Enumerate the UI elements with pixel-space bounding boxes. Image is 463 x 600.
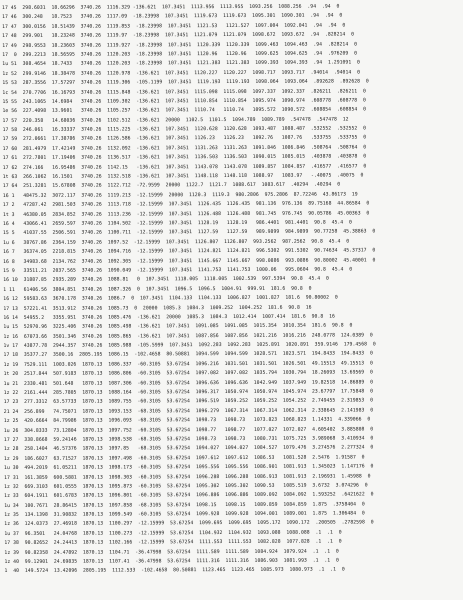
table-row: 17 47 300.0156 18.51439 3740.26 1119.853 -18.23998 107.3451 1121.53 1121.527 1097.004 1092.041 .94 .94 0 [2,23,346,30]
table-row: 17 60 281.4979 17.42149 3740.26 1132.092 -136.621 107.3451 1131.263 1131.263 1091.846 1086.846 .508764 .508764 0 [2,145,367,152]
table-row: 1z 29 186.6027 63.71527 1870.13 1097.498 -60.3105 53.67254 1097.612 1097.612 1086.53 1081.528 2.5476 1.91587 0 [3,455,365,462]
table-row: 17 64 251.3281 15.67808 3740.26 1122.712 -72.9599 20000 1122.7 1121.7 1088.617 1083.617 .40294 .40294 0 [2,182,341,190]
table-row: 1e 56 227.4098 13.9601 3740.26 1105.257 -136.621 107.3451 1110.74 1110.74 1095.572 1090.572 .608854 .608854 0 [2,107,366,115]
table-row: 16 1 48475.32 3072.117 3740.26 1119.213 -12.15999 20000 1120.3 1119.3 980.2806 975.2806 87.72246 43.86173 19 [2,192,358,199]
table-row: 1u 37 96.3501 24.04768 1870.13 1100.273 -12.15999 53.67254 1104.932 1104.932 1093.088 1088.088 .1 .1 0 [4,530,342,537]
table-row: 17 2 47287.42 2981.503 3740.26 1113.718 -12.15999 107.3451 1126.435 1126.435 981.136 976.136 89.75168 44.86584 0 [2,201,370,209]
table-row: 1z 39 90.82358 24.47892 1870.13 1104.71 -36.47998 53.67254 1111.589 1111.589 1084.924 1079.924 .1 .1 0 [4,549,339,556]
table-row: 1z 35 134.1398 31.90832 1870.13 1099.549 -60.3105 53.67254 1099.928 1099.928 1094.001 1089.001 1.875 1.306484 0 [4,511,365,519]
table-row: 1z 22 2161.444 285.7805 1870.13 1088.164 -60.3105 53.67254 1096.317 1050.974 1050.974 1045.974 23.67797 17.75848 0 [3,389,374,397]
table-row: 17 48 299.901 18.23248 3740.26 1119.97 -18.23998 107.3451 1121.079 1121.079 1098.672 1093.672 .94 .828214 0 [2,32,355,40]
table-row: 15 5 41037.55 2506.591 3740.26 1100.711 -12.15999 107.3451 1127.59 1127.59 989.9899 984.9899 90.77258 45.38863 0 [3,229,376,237]
table-row: 17 13 57221.41 3513.912 3740.26 1085.73 0 20000 1085.3 1084.3 1009.252 1004.252 181.6 90.8 16 [3,305,312,312]
table-row: 1c 54 270.7706 16.16793 3740.26 1115.848 -136.621 107.3451 1115.098 1115.098 1097.337 1092.337 .826211 .826211 0 [2,88,366,96]
table-row: 1u 15 52970.96 3225.406 3740.26 1085.498 -136.621 107.3451 1091.085 1091.085 1015.354 1010.354 181.6 90.8 0 [3,323,353,331]
data-table [2,2,462,577]
table-row: 1v 17 43877.78 2944.357 3740.26 1085.988 -105.5999 107.3451 1092.283 1092.283 1025.891 1020.891 359.9146 179.4568 0 [3,342,376,350]
table-row: 15 55 243.1065 14.6984 3740.26 1109.302 -136.621 107.3451 1110.854 1110.854 1095.974 1090.974 .608778 .608778 0 [2,98,366,105]
table-row: 17 57 220.358 14.68036 3740.26 1102.512 -136.621 20000 1102.5 1101.5 1094.789 1089.789 .547478 .547478 12 [2,117,349,124]
table-row: 17 49 298.9553 18.23603 3740.26 1119.927 -18.23998 107.3451 1120.339 1120.339 1099.463 1094.463 .94 .828214 0 [2,42,357,49]
table-row: 1u 34 100.7671 28.86415 1870.13 1097.858 -68.3105 53.67254 1098.15 1098.15 1089.859 1084.859 1.875 .3758404 0 [4,502,365,509]
table-row: 1u 26 304.8333 73.12804 1870.13 1097.752 -60.3105 53.67254 1098.77 1098.77 1077.027 1072.027 4.605402 3.885808 0 [3,426,374,434]
table-row: 15 53 287.3556 17.57297 3740.26 1119.306 -105.1199 107.3451 1119.193 1119.193 1098.064 1093.064 .892628 .892628 0 [2,79,369,87]
table-row: 17 38 90.82652 24.24413 1870.13 1102.166 -12.15999 53.67254 1111.553 1111.553 1082.828 1077.828 .1 .1 0 [4,539,342,547]
table-row: 17 31 161.3859 600.5881 1870.13 1098.303 -60.3105 53.67254 1096.288 1096.288 1086.913 1081.913 2.196931 1.45988 0 [4,473,371,481]
table-row: 1z 25 420.6664 84.79986 1870.13 1096.093 -68.3105 53.67254 1098.73 1098.73 1073.823 1068.823 1.14331 4.339066 0 [3,417,371,425]
table-row: 16 10 31887.85 2935.289 3740.26 1088.81 0 107.3451 1118.005 1118.005 1002.539 997.5394 90.8 45.4 0 [3,276,329,284]
table-row: 21 24 256.899 74.75071 1870.13 1093.153 -68.3105 53.67254 1096.279 1067.314 1067.314 1062.314 2.338645 2.141983 0 [3,408,374,415]
table-row: 1t 3 46380.05 2834.852 3740.26 1113.236 -12.15999 107.3451 1126.488 1126.488 981.745 976.745 90.05786 45.00363 0 [2,210,370,218]
table-row: 1z 19 7529.111 1003.026 1870.13 1086.337 -60.3105 53.67254 1096.216 1031.501 1031.501 1026.501 49.15513 49.15513 0 [3,361,373,368]
table-row: 15 9 33511.21 2037.565 3740.26 1090.049 -12.15999 107.3451 1141.753 1141.753 1000.06 995.0604 90.8 45.4 0 [3,267,353,274]
table-row: 17 45 298.6031 18.66296 3740.26 1116.329 -136.621 107.3451 1113.956 1113.955 1093.256 1088.256 .94 .94 0 [2,4,340,11]
table-row: 16 7 36374.05 2218.815 3740.26 1094.716 -12.15999 107.3451 1124.821 1124.821 996.5302 991.5302 90.74634 45.37317 0 [3,248,376,256]
table-row: 17 61 272.7801 17.19406 3740.26 1136.517 -136.621 107.3451 1136.503 1136.503 1090.015 1085.015 .403878 .403878 0 [2,154,367,162]
table-row: 17 0 299.2213 18.56595 3740.26 1120.203 -18.23998 107.3451 1120.96 1120.96 1099.625 1094.625 .94 .976209 0 [2,51,358,58]
table-row: 1 11 61406.56 3804.851 3740.26 1087.326 0 107.3451 1096.5 1096.5 1004.91 999.91 181.6 90.8 0 [3,286,312,293]
table-row: 1 40 149.5724 13.42096 2805.195 1112.533 -102.4658 80.50881 1123.465 1123.465 1085.973 1080.973 .1 .1 0 [4,567,345,575]
table-row: 1u 21 2330.481 501.648 1870.13 1087.306 -60.3105 53.67254 1096.636 1096.636 1042.949 1037.949 19.82518 14.86889 0 [3,380,373,387]
table-row: 17 46 300.248 18.7523 3740.26 1117.09 -18.23998 107.3451 1119.673 1119.673 1095.301 1090.301 .94 .94 0 [2,13,343,21]
table-row: 1z 52 299.9146 18.38478 3740.26 1120.978 -136.621 107.3451 1120.227 1120.227 1098.717 1093.717 .94014 .94014 0 [2,70,361,77]
table-row: 1u 30 494.2019 61.05211 1870.13 1098.173 -60.3105 53.67254 1095.556 1095.556 1086.901 1081.913 1.345023 1.147176 0 [4,464,374,472]
table-row: 1z 28 258.1404 46.57376 1870.13 1097.85 -68.3105 53.67254 1094.027 1094.027 1084.527 1079.476 3.274576 2.277324 0 [3,445,374,453]
table-row: 16 8 34983.68 2134.762 3740.26 1092.305 -12.15999 107.3451 1145.667 1145.667 998.0886 993.0886 90.80002 45.40001 0 [3,257,376,265]
table-row: 1z 40 99.12901 24.69835 1870.13 1107.41 -36.47998 53.67254 1111.316 1111.316 1086.903 1081.993 .1 .1 0 [4,558,339,566]
table-row: 17 18 35377.27 3500.16 2805.195 1086.15 -102.4658 80.50881 1094.599 1094.599 1028.571 1023.571 194.8433 194.8433 0 [3,351,373,359]
table-row: 17 23 277.3312 63.57733 1870.13 1089.755 -60.3105 53.67254 1096.519 1059.252 1059.252 1054.252 2.749455 2.319853 0 [3,398,374,406]
table-row: 1z 32 669.3103 601.0555 1870.13 1095.873 -60.3105 53.67254 1095.302 1095.302 1090.53 1085.519 3.6732 3.074296 0 [4,483,368,490]
table-row: 16 4 43066.41 2659.597 3740.26 1104.502 -12.15999 107.3451 1128.19 1128.19 986.4401 981.4401 90.8 45.4 0 [2,220,352,227]
table-row: 1z 36 124.0373 27.46918 1870.13 1100.297 -12.15999 53.67254 1099.695 1099.695 1095.172 1090.172 .200505 .2782598 0 [4,520,374,528]
table-row: 1u 51 308.4654 18.7433 3740.26 1120.203 -18.23998 107.3451 1121.383 1121.383 1099.393 1094.393 .94 1.291091 0 [2,60,360,68]
table-row: 1t 63 266.1062 16.1501 3740.26 1132.518 -136.621 107.3451 1148.118 1148.118 1088.97 1083.97 -.40075 .40075 0 [2,173,364,181]
table-row: 1t 20 2517.844 507.9183 1870.13 1086.806 -60.3105 53.67254 1097.082 1097.082 1035.794 1030.794 18.26093 13.69569 0 [3,370,373,378]
table-row: 16 14 54955.2 3355.951 3740.26 1085.476 -136.621 20000 1085.3 1084.3 1012.414 1007.414 181.6 90.8 16 [3,314,335,321]
table-row: 1z 33 604.1911 601.6783 1870.13 1096.801 -60.3105 53.67254 1096.886 1096.886 1089.092 1084.092 1.593252 .6421622 0 [4,492,374,500]
table-row: 17 59 272.0661 17.38786 3740.26 1126.586 -136.621 107.3451 1126.23 1126.23 1092.76 1087.76 .533755 .533755 0 [2,135,367,143]
table-row: 17 58 246.061 16.33337 3740.26 1115.225 -136.621 107.3451 1120.628 1120.628 1093.487 1088.487 .532552 .532552 0 [2,126,367,134]
table-row: 17 27 338.8668 59.24146 1870.13 1098.538 -68.3105 53.67254 1098.73 1098.73 1080.731 1075.725 3.989068 3.410934 0 [3,436,374,443]
table-row: 1z 16 67073.66 3501.346 3740.26 1085.865 -136.621 107.3451 1087.856 1087.856 1021.216 1016.216 248.0778 124.0389 0 [3,333,373,340]
table-row: 17 62 274.166 16.95486 3740.26 1142.15 -136.621 107.3451 1143.078 1143.078 1089.857 1084.857 .416577 .416577 0 [2,164,367,171]
table-row: 16 12 59583.63 3670.178 3740.26 1086.7 0 107.3451 1104.133 1104.133 1006.827 1001.827 181.6 90.80002 0 [3,295,338,303]
table-row: 1u 6 38767.86 2364.159 3740.26 1097.52 -12.15999 107.3451 1126.807 1126.807 993.2562 987.2562 90.8 45.4 0 [3,239,350,246]
